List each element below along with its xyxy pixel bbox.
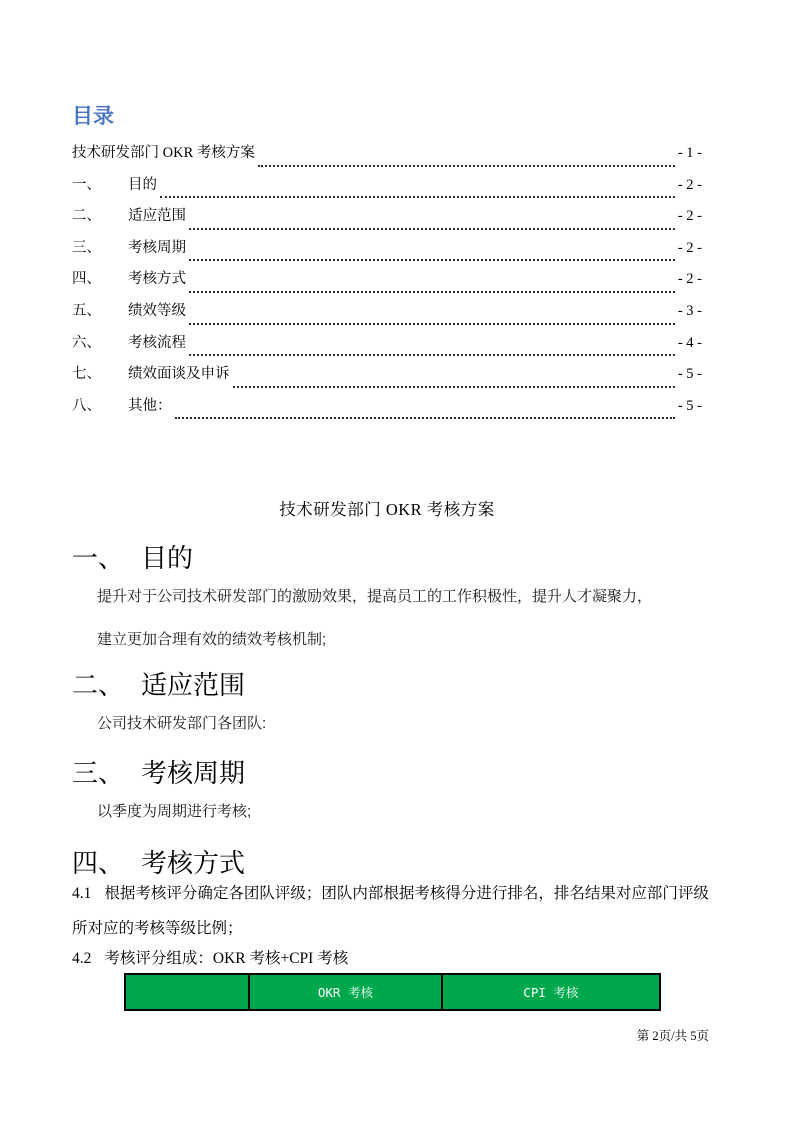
page-number-footer: 第 2页/共 5页 bbox=[636, 1029, 709, 1043]
toc-entry-page: - 2 - bbox=[677, 239, 702, 256]
toc-entry[interactable] bbox=[72, 173, 702, 205]
table-header-row bbox=[125, 974, 660, 1010]
toc-entry[interactable] bbox=[72, 141, 702, 173]
toc-entry-label[interactable]: 绩效等级 bbox=[128, 302, 186, 319]
paragraph-line: 提升对于公司技术研发部门的激励效果，提高员工的工作积极性，提升人才凝聚力， bbox=[97, 588, 653, 605]
toc-entry-number: 七、 bbox=[72, 366, 101, 383]
section-number: 三、 bbox=[72, 759, 125, 788]
toc-entry[interactable] bbox=[72, 299, 702, 331]
table-header-cell-okr: OKR 考核 bbox=[249, 974, 442, 1010]
toc-entry-page: - 2 - bbox=[677, 271, 702, 288]
clause-number: 4.2 bbox=[72, 950, 92, 967]
paragraph-line: 建立更加合理有效的绩效考核机制; bbox=[97, 631, 327, 648]
section-title: 考核周期 bbox=[141, 759, 246, 788]
toc-entry-page: - 3 - bbox=[677, 302, 702, 319]
clause-text: 根据考核评分确定各团队评级；团队内部根据考核得分进行排名，排名结果对应部门评级所对应的考核等级比例； bbox=[72, 885, 709, 937]
toc-dotted-leader bbox=[189, 291, 675, 293]
toc-entry[interactable] bbox=[72, 204, 702, 236]
toc-entry[interactable] bbox=[72, 394, 702, 426]
toc-dotted-leader bbox=[189, 323, 675, 325]
toc-entry-label[interactable]: 考核流程 bbox=[128, 334, 186, 351]
toc-entry-number: 二、 bbox=[72, 208, 101, 225]
section-title: 目的 bbox=[141, 544, 194, 573]
toc-entry-number: 四、 bbox=[72, 271, 101, 288]
toc-entry-number: 八、 bbox=[72, 397, 101, 414]
toc-dotted-leader bbox=[160, 196, 675, 198]
toc-entry-page: - 5 - bbox=[677, 397, 702, 414]
toc-entry-page: - 2 - bbox=[677, 208, 702, 225]
toc-entry-number: 一、 bbox=[72, 176, 101, 193]
section-number: 一、 bbox=[72, 544, 125, 573]
toc-entry-label[interactable]: 绩效面谈及申诉 bbox=[128, 366, 230, 383]
section-1-paragraph bbox=[97, 575, 712, 661]
toc-dotted-leader bbox=[258, 165, 675, 167]
paragraph-line: 以季度为周期进行考核; bbox=[97, 803, 252, 820]
section-number: 四、 bbox=[72, 849, 125, 878]
toc-dotted-leader bbox=[233, 386, 675, 388]
section-title: 考核方式 bbox=[141, 849, 246, 878]
toc-entry[interactable] bbox=[72, 236, 702, 268]
clause-4-1 bbox=[72, 876, 712, 946]
toc-entry-number: 六、 bbox=[72, 334, 101, 351]
score-composition-table bbox=[124, 973, 661, 1011]
paragraph-line: 公司技术研发部门各团队: bbox=[97, 715, 267, 732]
toc-entry-label[interactable]: 其他： bbox=[128, 397, 172, 414]
toc-entry-page: - 2 - bbox=[677, 176, 702, 193]
table-of-contents bbox=[72, 141, 702, 425]
clause-text: 考核评分组成：OKR 考核+CPI 考核 bbox=[104, 950, 349, 967]
section-2-paragraph bbox=[97, 702, 712, 745]
toc-entry-label[interactable]: 考核周期 bbox=[128, 239, 186, 256]
section-heading-1 bbox=[72, 538, 193, 575]
toc-entry-label[interactable]: 目的 bbox=[128, 176, 157, 193]
toc-heading: 目录 bbox=[72, 105, 114, 128]
section-heading-2 bbox=[72, 665, 245, 702]
section-title: 适应范围 bbox=[141, 671, 246, 700]
section-number: 二、 bbox=[72, 671, 125, 700]
toc-entry-page: - 5 - bbox=[677, 366, 702, 383]
toc-entry-label[interactable]: 技术研发部门 OKR 考核方案 bbox=[72, 145, 255, 161]
document-title: 技术研发部门 OKR 考核方案 bbox=[279, 500, 495, 519]
toc-entry-page: - 1 - bbox=[677, 145, 702, 161]
toc-entry[interactable] bbox=[72, 362, 702, 394]
toc-dotted-leader bbox=[189, 259, 675, 261]
toc-entry-page: - 4 - bbox=[677, 334, 702, 351]
toc-entry[interactable] bbox=[72, 267, 702, 299]
clause-number: 4.1 bbox=[72, 885, 92, 902]
table-header-cell-empty bbox=[125, 974, 249, 1010]
toc-dotted-leader bbox=[189, 228, 675, 230]
toc-entry-number: 三、 bbox=[72, 239, 101, 256]
clause-4-2 bbox=[72, 947, 712, 971]
table-header-cell-cpi: CPI 考核 bbox=[442, 974, 660, 1010]
toc-entry-label[interactable]: 适应范围 bbox=[128, 208, 186, 225]
toc-dotted-leader bbox=[189, 354, 675, 356]
toc-dotted-leader bbox=[175, 417, 675, 419]
section-heading-3 bbox=[72, 753, 245, 790]
toc-entry[interactable] bbox=[72, 331, 702, 363]
toc-entry-number: 五、 bbox=[72, 302, 101, 319]
section-3-paragraph bbox=[97, 790, 712, 833]
section-heading-4 bbox=[72, 843, 245, 880]
toc-entry-label[interactable]: 考核方式 bbox=[128, 271, 186, 288]
